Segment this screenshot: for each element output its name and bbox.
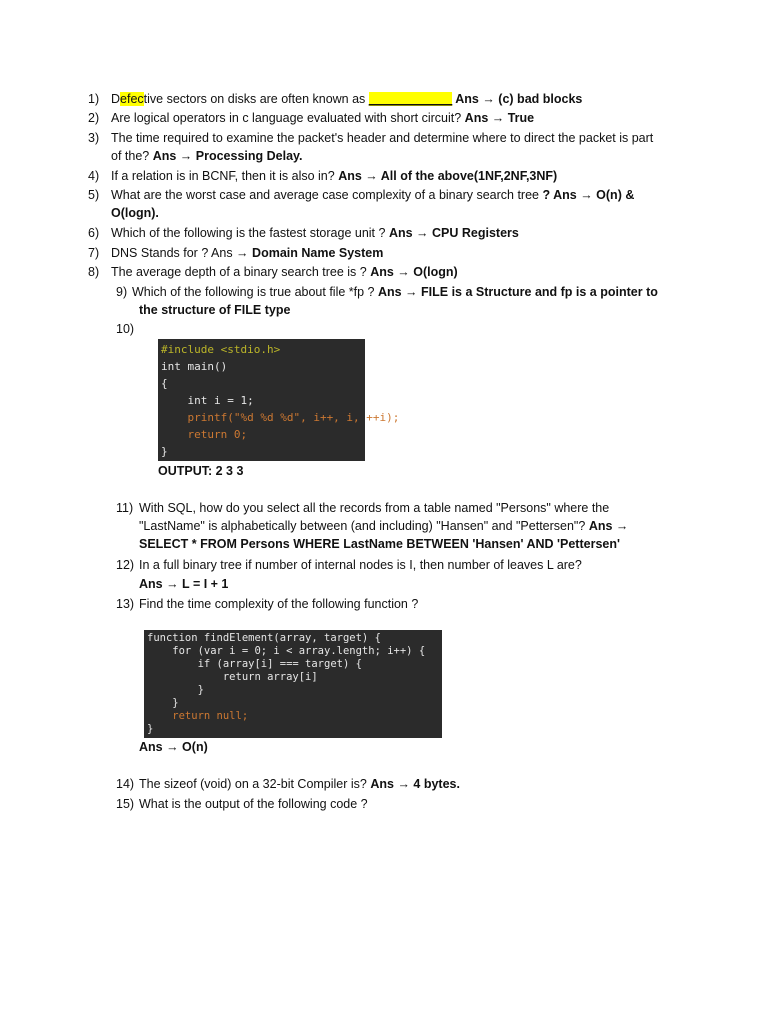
question-text: If a relation is in BCNF, then it is also in?: [111, 169, 339, 183]
question-text: DNS Stands for ? Ans →: [111, 246, 253, 260]
question-number: 8): [88, 265, 100, 279]
answer: Domain Name System: [252, 246, 384, 260]
code-line: if (array[i] === target) {: [147, 658, 362, 670]
answer: Ans → Processing Delay.: [152, 149, 303, 163]
question-text: The time required to examine the packet's header and determine where to direct the packet is part: [111, 131, 654, 145]
code-line: }: [147, 697, 179, 709]
answer: Ans → CPU Registers: [388, 226, 519, 240]
question-text: What is the output of the following code ?: [139, 797, 368, 811]
answer: Ans → All of the above(1NF,2NF,3NF): [338, 169, 558, 183]
question-number: 15): [116, 797, 135, 811]
question-number: 13): [116, 597, 135, 611]
question-number: 4): [88, 169, 100, 183]
question-number: 3): [88, 131, 100, 145]
code-line: int main(): [161, 360, 228, 373]
output-label: [158, 462, 243, 480]
code-line: return array[i]: [147, 671, 318, 683]
answer: Ans → FILE is a Structure and fp is a pointer to: [377, 285, 658, 299]
question-text: The average depth of a binary search tree is ?: [111, 265, 371, 279]
question-number: 6): [88, 226, 100, 240]
answer-cont: SELECT * FROM Persons WHERE LastName BETWEEN 'Hansen' AND 'Pettersen': [139, 537, 620, 551]
question-text: Which of the following is the fastest storage unit ?: [111, 226, 389, 240]
answer: Ans → True: [464, 111, 535, 125]
question-text: With SQL, how do you select all the records from a table named "Persons" where the: [139, 501, 610, 515]
answer: ? Ans → O(n) &: [542, 188, 635, 202]
answer-cont: O(logn).: [111, 206, 159, 220]
output-text: OUTPUT: 2 3 3: [158, 464, 244, 478]
question-text: Which of the following is true about file *fp ?: [132, 285, 378, 299]
question-text: In a full binary tree if number of internal nodes is I, then number of leaves L are?: [139, 558, 582, 572]
code-block-c: [158, 339, 400, 461]
question-text-cont: of the?: [111, 149, 153, 163]
answer: Ans → (c) bad blocks: [452, 92, 583, 106]
question-number: 14): [116, 777, 135, 791]
question-text: What are the worst case and average case complexity of a binary search tree: [111, 188, 543, 202]
highlighted-text: efec: [120, 92, 144, 106]
code-line: {: [161, 377, 168, 390]
code-block-js: [144, 630, 442, 738]
answer: Ans → O(logn): [370, 265, 458, 279]
code-line: printf("%d %d %d", i++, i, ++i);: [161, 411, 400, 424]
question-text: Find the time complexity of the following function ?: [139, 597, 419, 611]
code-line: }: [161, 445, 168, 458]
question-text: The sizeof (void) on a 32-bit Compiler is?: [139, 777, 371, 791]
code-line: for (var i = 0; i < array.length; i++) {: [147, 645, 426, 657]
answer-cont: the structure of FILE type: [139, 303, 291, 317]
answer: Ans →: [588, 519, 629, 533]
question-number: 2): [88, 111, 100, 125]
answer: Ans → O(n): [139, 740, 208, 754]
question-number: 7): [88, 246, 100, 260]
code-line: int i = 1;: [161, 394, 254, 407]
question-text-start: D: [111, 92, 121, 106]
answer: Ans → L = I + 1: [139, 577, 229, 591]
code-line: return 0;: [161, 428, 248, 441]
code-line: #include <stdio.h>: [161, 343, 281, 356]
question-text-cont: "LastName" is alphabetically between (and including) "Hansen" and "Pettersen"?: [139, 519, 589, 533]
code-line: }: [147, 684, 204, 696]
question-number: 9): [116, 285, 128, 299]
question-text: Are logical operators in c language evaluated with short circuit?: [111, 111, 465, 125]
question-number: 1): [88, 92, 100, 106]
question-text: tive sectors on disks are often known as: [143, 92, 369, 106]
code-line: }: [147, 723, 154, 735]
answer-13: [139, 738, 208, 756]
question-number: 5): [88, 188, 100, 202]
code-line: function findElement(array, target) {: [147, 632, 381, 644]
answer-blank: ____________: [368, 92, 453, 106]
code-line: return null;: [147, 710, 249, 722]
question-number: 11): [116, 501, 134, 515]
answer: Ans → 4 bytes.: [370, 777, 460, 791]
question-number: 12): [116, 558, 135, 572]
question-number: 10): [116, 322, 135, 336]
